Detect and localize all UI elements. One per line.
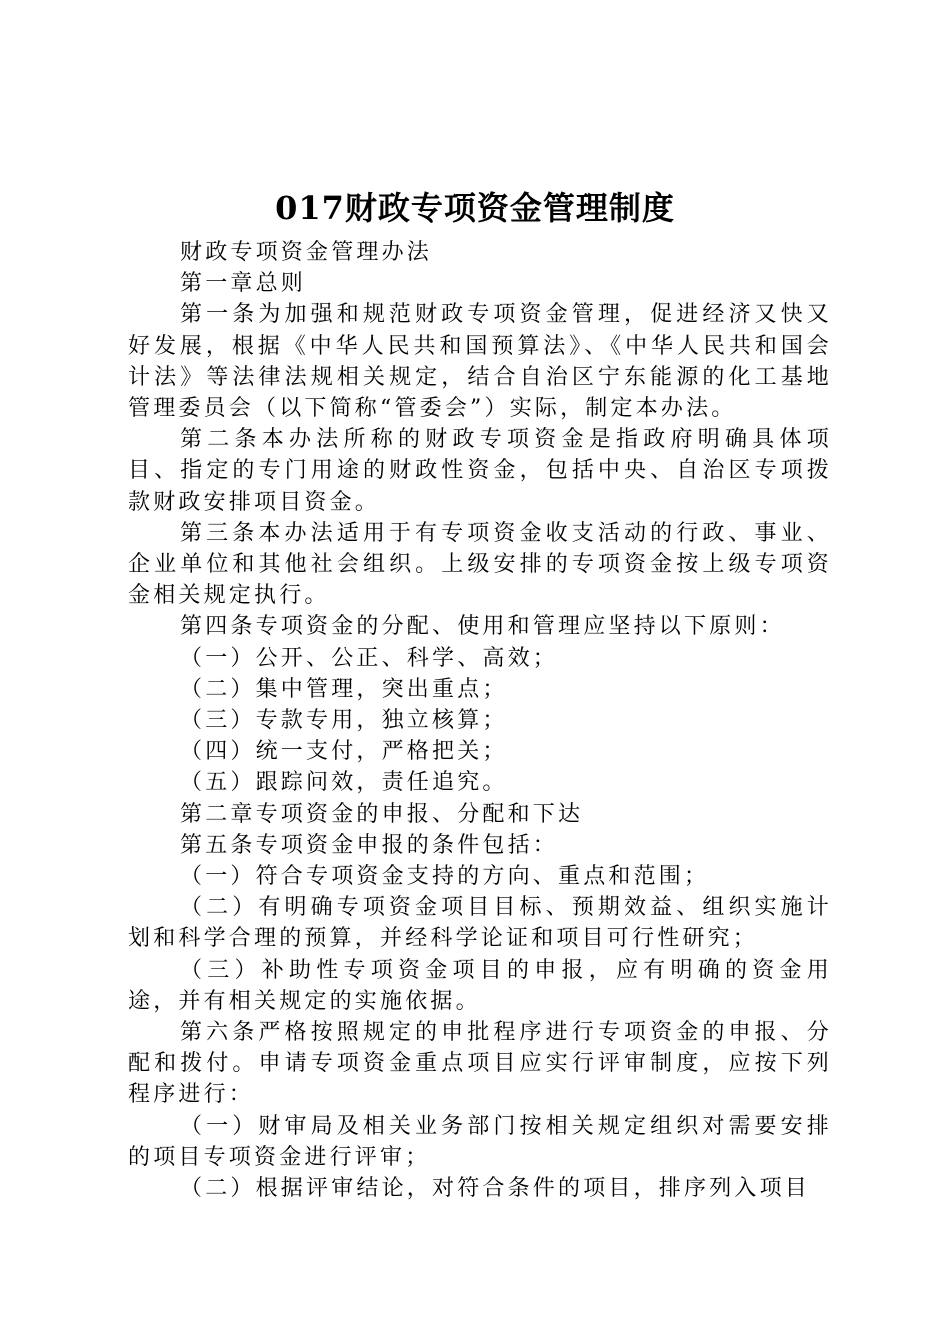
document-title: 017财政专项资金管理制度 — [275, 189, 675, 227]
paragraph-chapter-1: 第一章总则 — [180, 271, 307, 297]
paragraph-article-2: 第二条本办法所称的财政专项资金是指政府明确具体项目、指定的专门用途的财政性资金，包括中央、自治区专项拨款财政安排项目资金。 — [128, 427, 832, 515]
paragraph-subtitle: 财政专项资金管理办法 — [180, 240, 433, 265]
paragraph-article-1: 第一条为加强和规范财政专项资金管理，促进经济又快又好发展，根据《中华人民共和国预算法》、《中华人民共和国会计法》等法律法规相关规定，结合自治区宁东能源的化工基地管理委员会（以下简称“管委会”）实际，制定本办法。 — [128, 302, 832, 422]
paragraph-article-3: 第三条本办法适用于有专项资金收支活动的行政、事业、企业单位和其他社会组织。上级安排的专项资金按上级专项资金相关规定执行。 — [128, 520, 832, 609]
paragraph-condition-1: （一）符合专项资金支持的方向、重点和范围； — [180, 864, 710, 890]
paragraph-principle-5: （五）跟踪问效，责任追究。 — [180, 770, 508, 796]
paragraph-principle-2: （二）集中管理，突出重点； — [180, 676, 508, 702]
document-body — [128, 237, 832, 1204]
paragraph-principle-4: （四）统一支付，严格把关； — [180, 739, 508, 765]
paragraph-chapter-2: 第二章专项资金的申报、分配和下达 — [180, 801, 584, 827]
paragraph-procedure-1: （一）财审局及相关业务部门按相关规定组织对需要安排的项目专项资金进行评审； — [128, 1113, 832, 1170]
paragraph-article-6: 第六条严格按照规定的申批程序进行专项资金的申报、分配和拨付。申请专项资金重点项目应实行评审制度，应按下列程序进行： — [128, 1020, 832, 1108]
paragraph-condition-2: （二）有明确专项资金项目目标、预期效益、组织实施计划和科学合理的预算，并经科学论证和项目可行性研究； — [128, 895, 832, 952]
paragraph-condition-3: （三）补助性专项资金项目的申报，应有明确的资金用途，并有相关规定的实施依据。 — [128, 957, 832, 1014]
paragraph-article-5: 第五条专项资金申报的条件包括： — [180, 832, 559, 858]
paragraph-article-4: 第四条专项资金的分配、使用和管理应坚持以下原则： — [180, 614, 785, 640]
paragraph-procedure-2: （二）根据评审结论，对符合条件的项目，排序列入项目 — [180, 1176, 811, 1202]
paragraph-principle-3: （三）专款专用，独立核算； — [180, 708, 508, 734]
paragraph-principle-1: （一）公开、公正、科学、高效； — [180, 645, 559, 671]
